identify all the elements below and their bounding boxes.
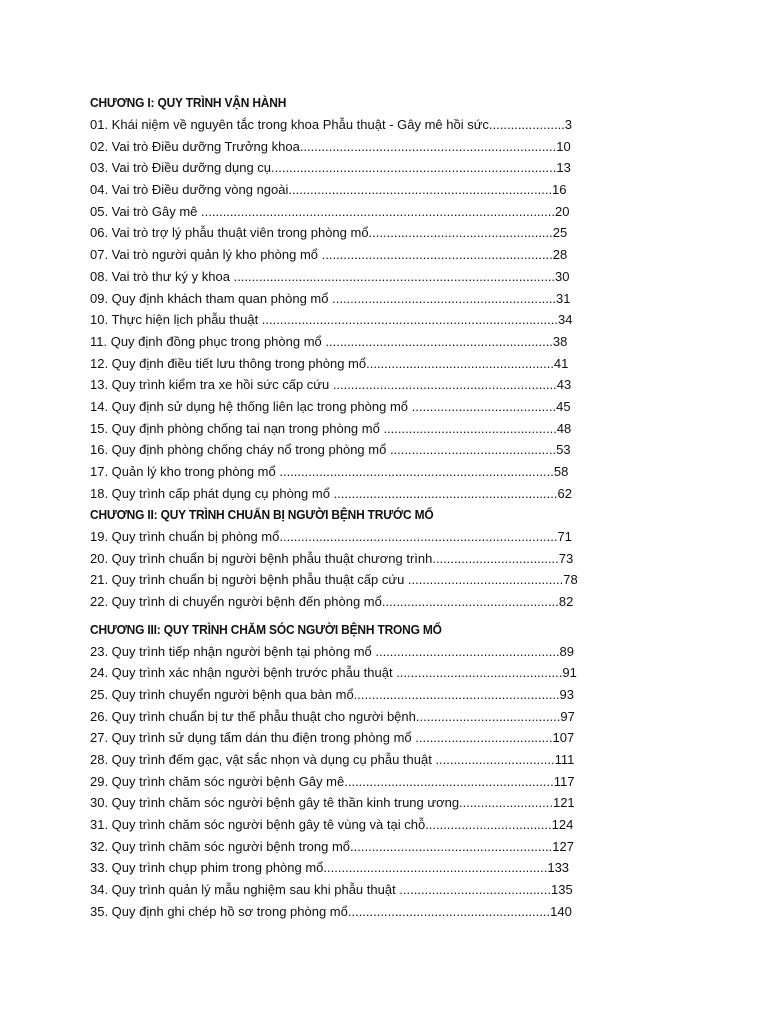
- toc-entry: 32. Quy trình chăm sóc người bệnh trong mổ........................................................127: [90, 838, 574, 854]
- toc-entry: 07. Vai trò người quản lý kho phòng mổ ................................................................28: [90, 247, 568, 263]
- toc-entry: 03. Vai trò Điều dưỡng dụng cụ...............................................................................13: [90, 160, 571, 176]
- toc-entry: 21. Quy trình chuẩn bị người bệnh phẫu thuật cấp cứu ...........................................78: [90, 572, 578, 588]
- toc-entry: 19. Quy trình chuẩn bị phòng mổ.............................................................................71: [90, 529, 572, 545]
- toc-entry: 06. Vai trò trợ lý phẫu thuật viên trong phòng mổ...................................................25: [90, 225, 568, 241]
- toc-entry: 05. Vai trò Gây mê ..................................................................................................20: [90, 203, 570, 219]
- toc-entry: 08. Vai trò thư ký y khoa .........................................................................................30: [90, 268, 570, 284]
- toc-entry: 24. Quy trình xác nhận người bệnh trước phẫu thuật ..............................................91: [90, 665, 577, 681]
- toc-entry: 09. Quy định khách tham quan phòng mổ ..............................................................31: [90, 290, 571, 306]
- toc-entry: 13. Quy trình kiểm tra xe hồi sức cấp cứu ..............................................................43: [90, 377, 572, 393]
- toc-entry: 27. Quy trình sử dụng tấm dán thu điện trong phòng mổ ......................................107: [90, 730, 575, 746]
- toc-entry: 35. Quy định ghi chép hồ sơ trong phòng mổ........................................................140: [90, 903, 572, 919]
- toc-entry: 04. Vai trò Điều dưỡng vòng ngoài.........................................................................16: [90, 182, 567, 198]
- chapter-heading: CHƯƠNG II: QUY TRÌNH CHUẨN BỊ NGƯỜI BỆNH TRƯỚC MỔ: [90, 507, 434, 523]
- chapter-heading: CHƯƠNG III: QUY TRÌNH CHĂM SÓC NGƯỜI BỆNH TRONG MỔ: [90, 621, 442, 637]
- toc-entry: 34. Quy trình quản lý mẫu nghiệm sau khi phẫu thuật ..........................................135: [90, 882, 573, 898]
- toc-entry: 16. Quy định phòng chống cháy nổ trong phòng mổ ..............................................53: [90, 442, 571, 458]
- toc-entry: 01. Khái niệm về nguyên tắc trong khoa Phẫu thuật - Gây mê hồi sức.....................3: [90, 117, 573, 132]
- toc-entry: 20. Quy trình chuẩn bị người bệnh phẫu thuật chương trình...................................73: [90, 550, 574, 566]
- toc-entry: 30. Quy trình chăm sóc người bệnh gây tê thần kinh trung ương..........................121: [90, 795, 575, 811]
- toc-entry: 33. Quy trình chụp phim trong phòng mổ..............................................................133: [90, 860, 570, 876]
- toc-entry: 10. Thực hiện lịch phẫu thuật ..................................................................................34: [90, 312, 573, 328]
- chapter-heading: CHƯƠNG I: QUY TRÌNH VẬN HÀNH: [90, 95, 287, 110]
- toc-entry: 28. Quy trình đếm gạc, vật sắc nhọn và dụng cụ phẫu thuật .................................111: [90, 751, 575, 767]
- toc-entry: 18. Quy trình cấp phát dụng cụ phòng mổ ..............................................................62: [90, 485, 572, 501]
- toc-entry: 25. Quy trình chuyển người bệnh qua bàn mổ.........................................................93: [90, 686, 575, 702]
- toc-entry: 17. Quản lý kho trong phòng mổ ............................................................................58: [90, 464, 569, 479]
- toc-entry: 26. Quy trình chuẩn bị tư thế phẫu thuật cho người bệnh........................................97: [90, 708, 575, 724]
- toc-entry: 31. Quy trình chăm sóc người bệnh gây tê vùng và tại chỗ...................................124: [90, 817, 574, 832]
- table-of-contents: [90, 92, 610, 922]
- toc-entry: 12. Quy định điều tiết lưu thông trong phòng mổ....................................................41: [90, 355, 569, 371]
- toc-entry: 14. Quy định sử dụng hệ thống liên lạc trong phòng mổ ........................................45: [90, 398, 571, 414]
- toc-entry: 02. Vai trò Điều dưỡng Trưởng khoa.......................................................................10: [90, 138, 571, 154]
- toc-entry: 22. Quy trình di chuyển người bệnh đến phòng mổ.................................................82: [90, 594, 574, 610]
- toc-entry: 23. Quy trình tiếp nhận người bệnh tại phòng mổ ...................................................89: [90, 643, 575, 659]
- toc-entry: 15. Quy định phòng chống tai nạn trong phòng mổ ................................................48: [90, 420, 572, 436]
- toc-entry: 11. Quy định đồng phục trong phòng mổ ...............................................................38: [90, 333, 568, 349]
- toc-entry: 29. Quy trình chăm sóc người bệnh Gây mê..........................................................117: [90, 773, 575, 789]
